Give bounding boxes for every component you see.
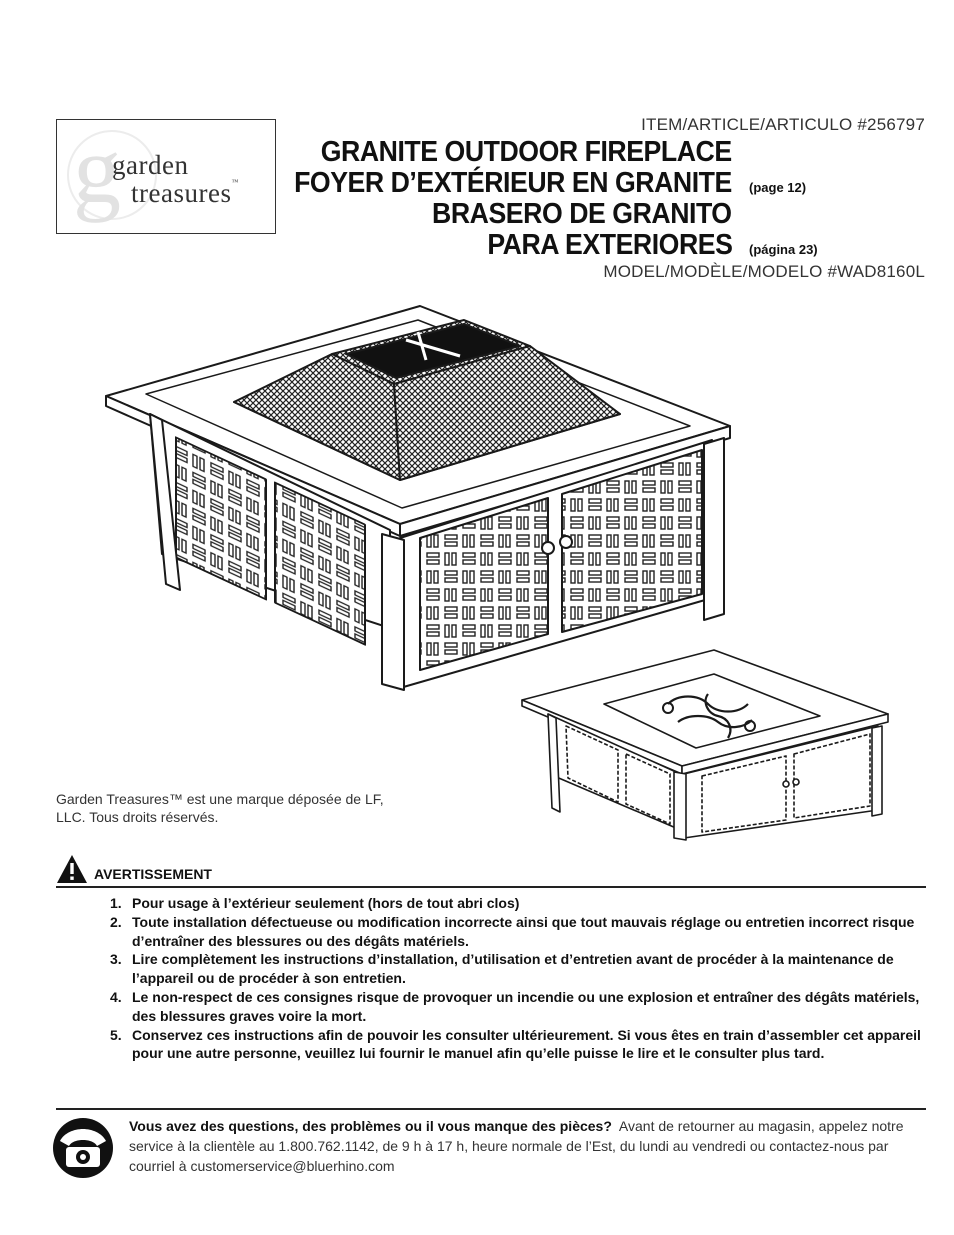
- page-ref-fr: (page 12): [749, 180, 807, 195]
- warning-item: 5. Conservez ces instructions afin de pouvoir les consulter ultérieurement. Si vous êtes en train d’assembler cet appareil pour une autre personne, veuillez lui fournir le manuel afin qu’elle puisse le lire et le consulter plus tard.: [110, 1026, 921, 1062]
- telephone-icon: [50, 1117, 116, 1179]
- model-number: MODEL/MODÈLE/MODELO #WAD8160L: [603, 262, 925, 281]
- contact-body: Avant de retourner au magasin, appelez notre service à la clientèle au 1.800.762.1142, de 9 h à 17 h, heure normale de l’Est, du lundi au vendredi ou contactez-nous par courriel à customerservice@bluerhino.com: [129, 1118, 904, 1174]
- title-line-en: GRANITE OUTDOOR FIREPLACE: [321, 136, 732, 168]
- item-number: ITEM/ARTICLE/ARTICULO #256797: [641, 115, 925, 134]
- logo-wordmark-line1: garden: [112, 150, 189, 180]
- contact-info: [129, 1116, 924, 1176]
- trademark-notice: Garden Treasures™ est une marque déposée de LF, LLC. Tous droits réservés.: [56, 791, 384, 825]
- logo-wordmark-line2: treasures™: [131, 178, 239, 208]
- page-ref-es: (página 23): [749, 242, 818, 257]
- warning-list: [110, 894, 926, 1063]
- contact-question: Vous avez des questions, des problèmes ou il vous manque des pièces?: [129, 1118, 612, 1134]
- fireplace-with-lid-illustration: [518, 644, 894, 844]
- warning-triangle-icon: [56, 854, 88, 884]
- title-line-fr: FOYER D’EXTÉRIEUR EN GRANITE: [294, 167, 732, 199]
- contact-divider: [56, 1108, 926, 1110]
- warning-item: 2. Toute installation défectueuse ou modification incorrecte ainsi que tout mauvais réglage ou entretien incorrect risque d’entraîner des blessures ou des dégâts matériels.: [110, 913, 915, 949]
- title-line-es-2: PARA EXTERIORES: [486, 229, 732, 261]
- fireplace-with-screen-illustration: [100, 298, 740, 698]
- warning-divider: [56, 886, 926, 888]
- logo-monogram: g: [73, 116, 121, 223]
- warning-item: 1. Pour usage à l’extérieur seulement (hors de tout abri clos): [110, 895, 520, 911]
- warning-item: 4. Le non-respect de ces consignes risque de provoquer un incendie ou une explosion et entraîner des dégâts matériels, des blessures graves voire la mort.: [110, 988, 920, 1024]
- warning-title: AVERTISSEMENT: [94, 866, 212, 882]
- brand-logo: [56, 116, 276, 234]
- title-line-es-1: BRASERO DE GRANITO: [432, 198, 732, 230]
- warning-item: 3. Lire complètement les instructions d’installation, d’utilisation et d’entretien avant de procéder à la maintenance de l’appareil ou de procéder à son entretien.: [110, 951, 894, 987]
